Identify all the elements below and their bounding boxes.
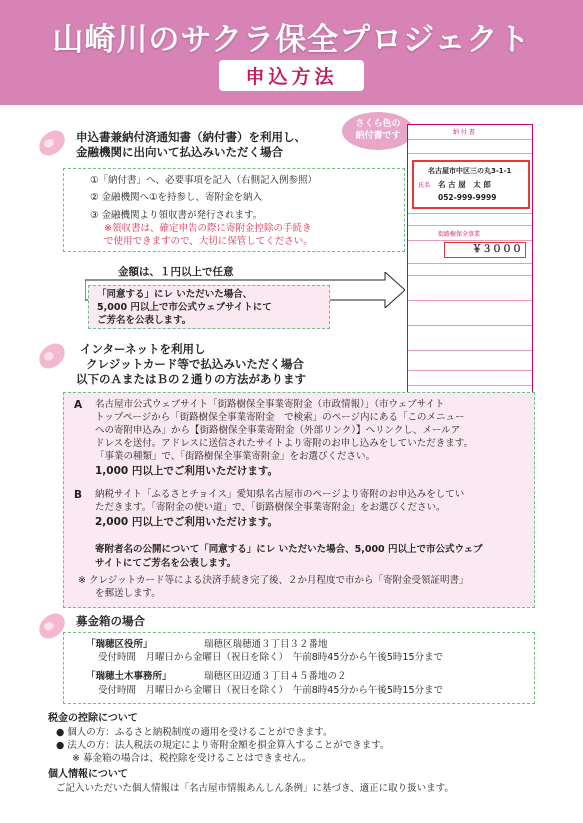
slip-address: 名古屋市中区三の丸3-1-1	[428, 167, 512, 175]
section2-title-line3: 以下のＡまたはＢの２通りの方法があります	[76, 372, 306, 386]
page-title: 山崎川のサクラ保全プロジェクト	[52, 22, 531, 58]
consent-box	[88, 285, 330, 329]
callout-line2: 納付書です	[355, 131, 401, 141]
page-header	[0, 0, 583, 105]
location-1-hours: 受付時間 月曜日から金曜日（祝日を除く） 午前8時45分から午後5時15分まで	[98, 652, 444, 663]
section1-steps-box	[63, 168, 405, 252]
slip-name-label: 氏名	[418, 182, 431, 189]
privacy-title: 個人情報について	[48, 769, 128, 780]
page-subtitle	[0, 60, 583, 91]
tax-corporate: ● 法人の方：法人税法の規定により寄附金額を損金算入することができます。	[56, 740, 390, 751]
donation-box-locations	[63, 632, 535, 704]
sakura-petal-icon	[35, 340, 70, 372]
certificate-note-line2: を郵送します。	[95, 588, 161, 599]
tax-note: ※ 募金箱の場合は、税控除を受けることはできません。	[72, 753, 312, 764]
tax-title: 税金の控除について	[48, 713, 138, 724]
receipt-note-line2: で使用できますので、大切に保管してください。	[104, 236, 313, 247]
amount-note: 金額は、１円以上で任意	[118, 266, 234, 278]
subtitle-label: 申込方法	[219, 60, 363, 91]
certificate-note-line1: ※ クレジットカード等による決済手続き完了後、２か月程度で市から「寄附金受領証明書」	[78, 575, 469, 586]
location-2-name: 「瑞穂土木事務所」	[86, 671, 172, 682]
location-2-address: 瑞穂区田辺通３丁目４５番地の２	[204, 671, 347, 682]
section1-title-line2: 金融機関に出向いて払込みいただく場合	[76, 145, 283, 159]
option-b-label: B	[74, 489, 83, 501]
step-1: ①「納付書」へ、必要事項を記入（右側記入例参照）	[90, 175, 318, 186]
slip-applicant-box	[412, 160, 530, 209]
disclosure-line2: サイトにてご芳名を公表します。	[95, 558, 237, 569]
disclosure-line1: 寄附者名の公開について「同意する」にレ いただいた場合、5,000 円以上で市公式ウェブ	[95, 544, 483, 555]
step-3: ③ 金融機関より領収書が発行されます。	[90, 210, 263, 221]
section2-title-line2: クレジットカード等で払込みいただく場合	[86, 357, 304, 371]
section3-title: 募金箱の場合	[76, 614, 145, 628]
location-1-name: 「瑞穂区役所」	[86, 639, 153, 650]
location-1-address: 瑞穂区瑞穂通３丁目３２番地	[204, 639, 328, 650]
step-2: ② 金融機関へ①を持参し、寄附金を納入	[90, 192, 263, 203]
privacy-text: ご記入いただいた個人情報は「名古屋市情報あんしん条例」に基づき、適正に取り扱います。	[56, 783, 454, 794]
option-a-line2: トップページから「街路樹保全事業寄附金 で検索」のページ内にある「このメニュー	[95, 412, 465, 423]
option-a-line3: への寄附申込み」から【街路樹保全事業寄附金（外部リンク）】へリンクし、メールア	[95, 425, 461, 436]
slip-header: 納 付 書	[453, 129, 475, 136]
consent-line3: ご芳名を公表します。	[97, 315, 192, 326]
callout-line1: さくら色の	[355, 119, 401, 129]
option-a-label: A	[74, 399, 83, 411]
tax-individual: ● 個人の方：ふるさと納税制度の適用を受けることができます。	[56, 727, 333, 738]
section1-title-line1: 申込書兼納付済通知書（納付書）を利用し、	[76, 130, 306, 144]
consent-line1: 「同意する」にレ いただいた場合、	[97, 289, 253, 300]
slip-amount: ￥３０００	[444, 242, 526, 258]
option-b-line2: ただきます。「寄附金の使い道」で、「街路樹保全事業寄附金」をお選びください。	[95, 502, 446, 513]
section2-box	[63, 392, 535, 608]
option-a-minimum: 1,000 円以上でご利用いただけます。	[95, 465, 279, 477]
slip-name: 名 古 屋 太 郎	[438, 180, 491, 189]
receipt-note-line1: ※領収書は、確定申告の際に寄附金控除の手続き	[104, 223, 312, 234]
option-b-line1: 納税サイト「ふるさとチョイス」愛知県名古屋市のページより寄附のお申込みをしてい	[95, 489, 465, 500]
section2-title-line1: インターネットを利用し	[80, 342, 206, 356]
option-a-line1: 名古屋市公式ウェブサイト「街路樹保全事業寄附金（市政情報）」（市ウェブサイト	[95, 399, 445, 410]
option-a-line4: ドレスを送付。アドレスに送信されたサイトより寄附のお申し込みをしていただきます。	[95, 438, 474, 449]
slip-phone: 052-999-9999	[438, 193, 497, 202]
callout-bubble	[342, 112, 414, 150]
sakura-petal-icon	[35, 127, 70, 159]
slip-purpose: 街路樹保全事業	[438, 231, 481, 238]
option-b-minimum: 2,000 円以上でご利用いただけます。	[95, 516, 279, 528]
option-a-line5: 「事業の種類」で、「街路樹保全事業寄附金」をお選びください。	[95, 451, 376, 462]
consent-line2: 5,000 円以上で市公式ウェブサイトにて	[97, 302, 272, 313]
location-2-hours: 受付時間 月曜日から金曜日（祝日を除く） 午前8時45分から午後5時15分まで	[98, 685, 444, 696]
